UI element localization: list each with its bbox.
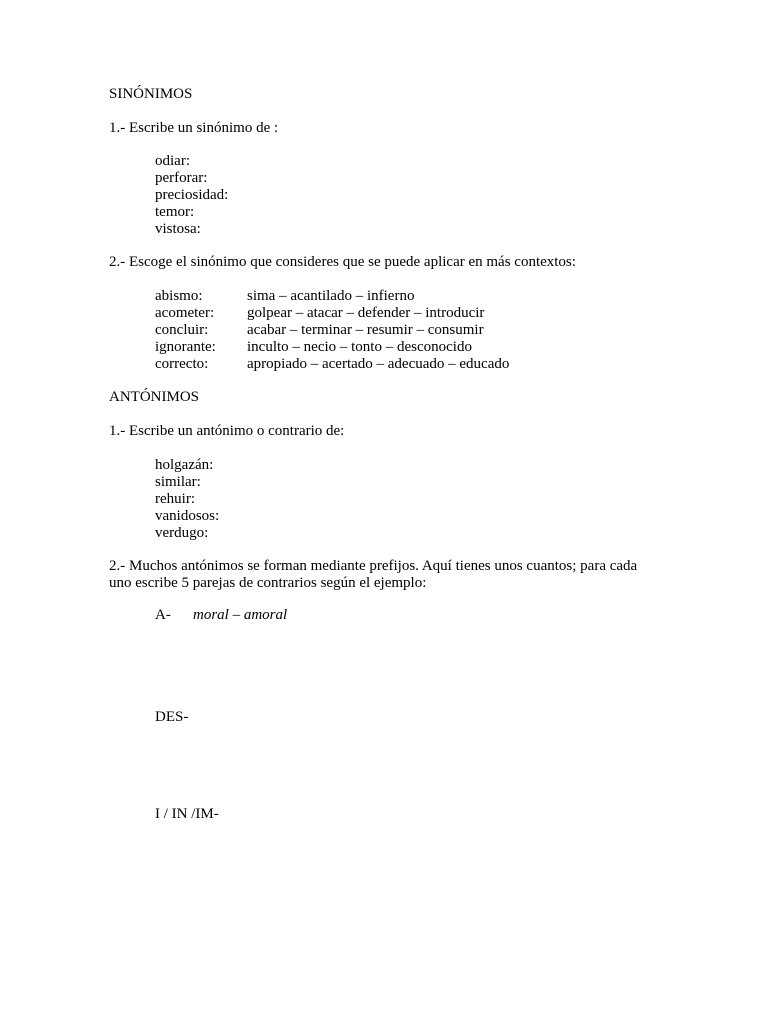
sinonimos-q2-word: abismo: bbox=[155, 288, 203, 304]
antonimos-q1-prompt: 1.- Escribe un antónimo o contrario de: bbox=[109, 423, 345, 439]
antonimos-heading: ANTÓNIMOS bbox=[109, 389, 199, 405]
sinonimos-q1-word: vistosa: bbox=[155, 221, 201, 237]
sinonimos-q1-prompt: 1.- Escribe un sinónimo de : bbox=[109, 120, 279, 136]
sinonimos-q2-options: acabar – terminar – resumir – consumir bbox=[247, 322, 484, 338]
sinonimos-q2-options: golpear – atacar – defender – introducir bbox=[247, 305, 485, 321]
sinonimos-q2-options: inculto – necio – tonto – desconocido bbox=[247, 339, 472, 355]
sinonimos-q2-options: apropiado – acertado – adecuado – educado bbox=[247, 356, 510, 372]
sinonimos-q2-prompt: 2.- Escoge el sinónimo que consideres que se puede aplicar en más contextos: bbox=[109, 254, 576, 270]
antonimos-q2-prompt-line2: uno escribe 5 parejas de contrarios según el ejemplo: bbox=[109, 575, 427, 591]
antonimos-q1-word: rehuir: bbox=[155, 491, 195, 507]
antonimos-q1-word: similar: bbox=[155, 474, 201, 490]
antonimos-q1-word: vanidosos: bbox=[155, 508, 220, 524]
sinonimos-heading: SINÓNIMOS bbox=[109, 86, 193, 102]
antonimos-q1-word: verdugo: bbox=[155, 525, 209, 541]
sinonimos-q2-word: concluir: bbox=[155, 322, 209, 338]
prefix-label: DES- bbox=[155, 709, 189, 725]
sinonimos-q1-word: preciosidad: bbox=[155, 187, 229, 203]
prefix-label: I / IN /IM- bbox=[155, 806, 219, 822]
antonimos-q2-prompt-line1: 2.- Muchos antónimos se forman mediante prefijos. Aquí tienes unos cuantos; para cada bbox=[109, 558, 638, 574]
sinonimos-q2-options: sima – acantilado – infierno bbox=[247, 288, 415, 304]
sinonimos-q2-word: acometer: bbox=[155, 305, 215, 321]
sinonimos-q2-word: ignorante: bbox=[155, 339, 216, 355]
prefix-label: A- bbox=[155, 607, 171, 623]
sinonimos-q1-word: odiar: bbox=[155, 153, 190, 169]
prefix-example: moral – amoral bbox=[193, 607, 288, 623]
sinonimos-q1-word: perforar: bbox=[155, 170, 208, 186]
antonimos-q1-word: holgazán: bbox=[155, 457, 214, 473]
sinonimos-q2-word: correcto: bbox=[155, 356, 209, 372]
sinonimos-q1-word: temor: bbox=[155, 204, 195, 220]
